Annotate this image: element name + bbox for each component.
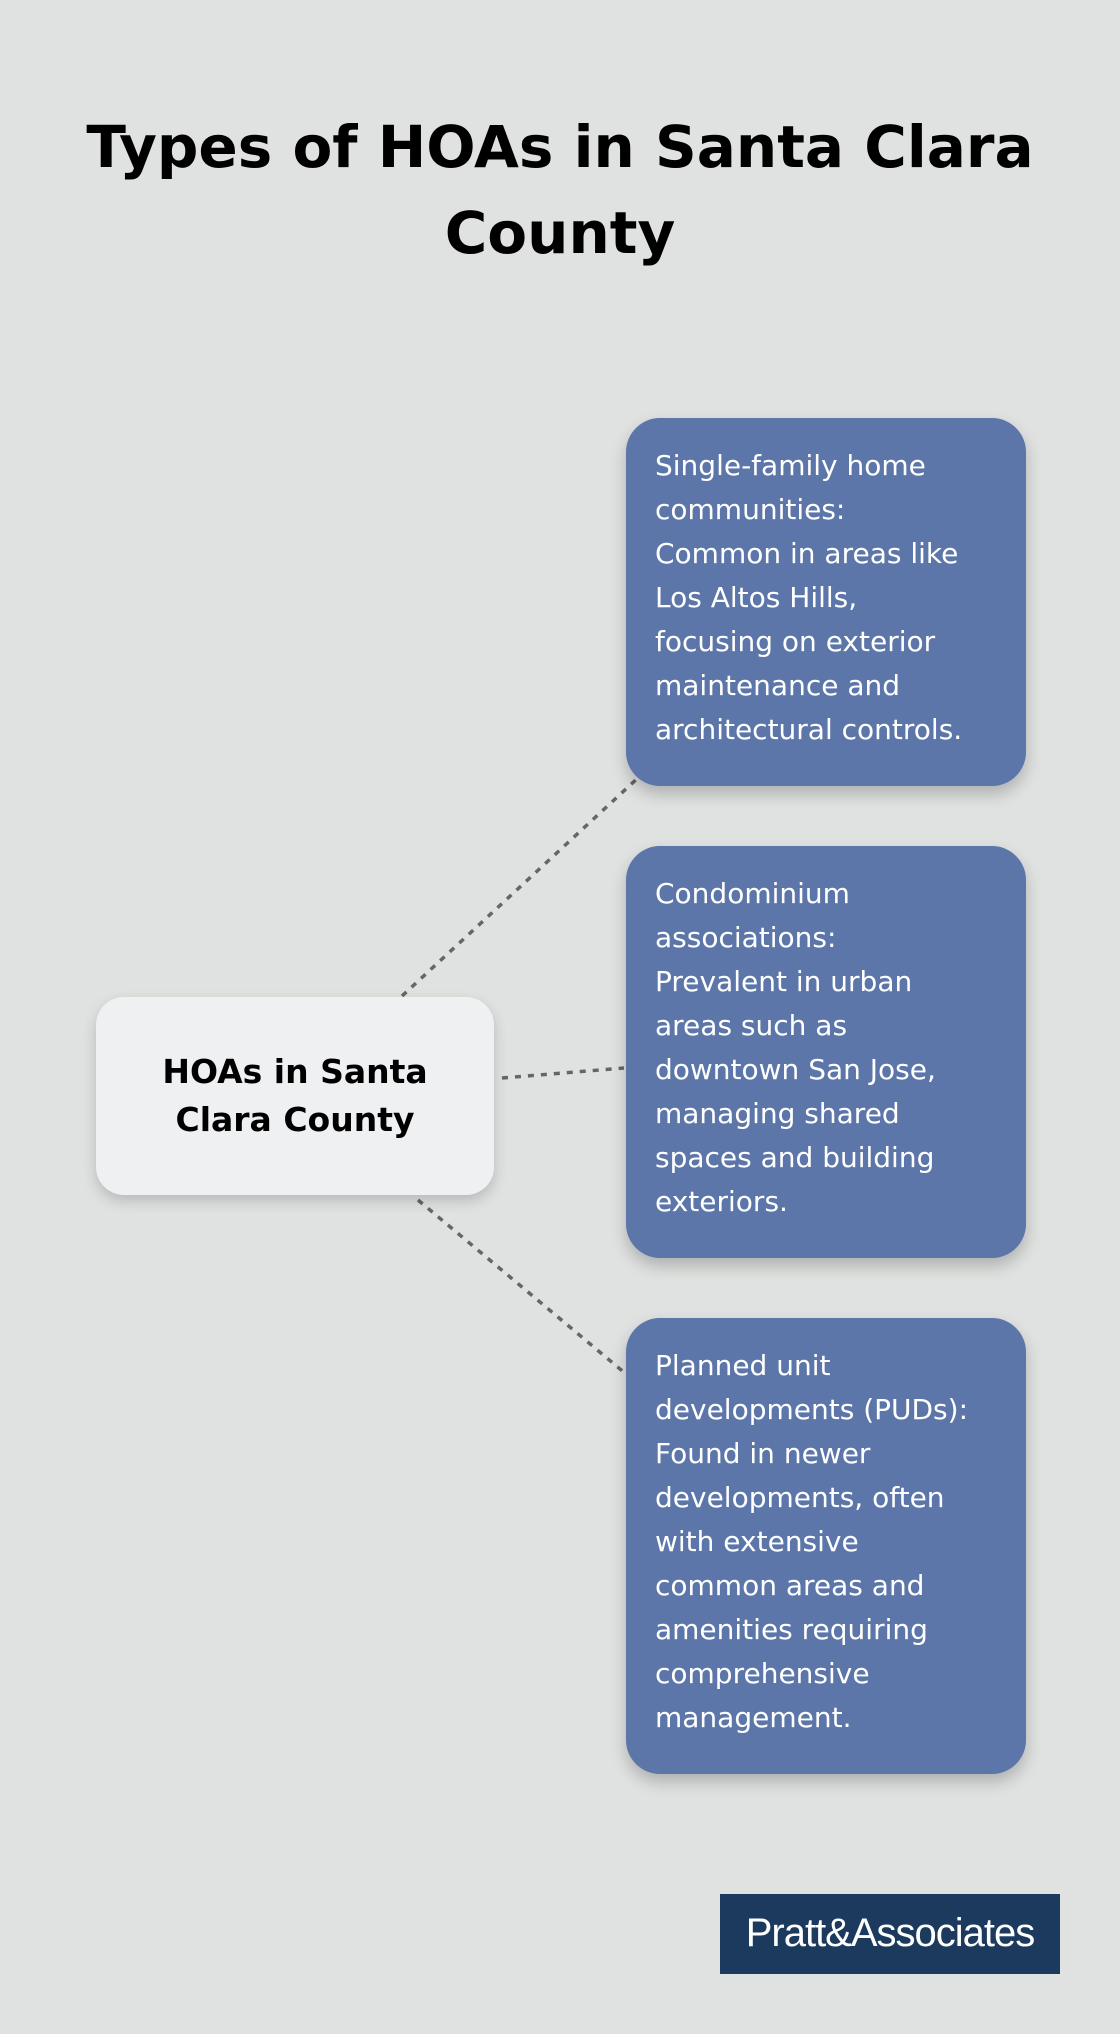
pratt-associates-logo [720,1894,1060,1974]
center-node [96,997,494,1195]
connector-line-2 [502,1068,624,1078]
connector-line-1 [402,776,640,996]
logo-wordmark [740,1904,1040,1964]
hoa-type-box-condominium [626,846,1026,1258]
center-node-label: HOAs in Santa Clara County [162,1052,428,1139]
hoa-type-box-single-family [626,418,1026,786]
hoa-type-text: Planned unit developments (PUDs): Found in newer developments, often with extensive common areas and amenities requiring comprehensive management. [655,1349,969,1734]
hoa-type-text: Single-family home communities: Common in areas like Los Altos Hills, focusing on exterior maintenance and architectural controls. [655,449,963,746]
logo-text: Pratt&Associates [745,1911,1035,1955]
connector-line-3 [418,1200,626,1374]
hoa-type-text: Condominium associations: Prevalent in urban areas such as downtown San Jose, managing shared spaces and building exteriors. [655,877,936,1218]
page-title: Types of HOAs in Santa Clara County [86,113,1034,267]
hoa-type-box-pud [626,1318,1026,1774]
